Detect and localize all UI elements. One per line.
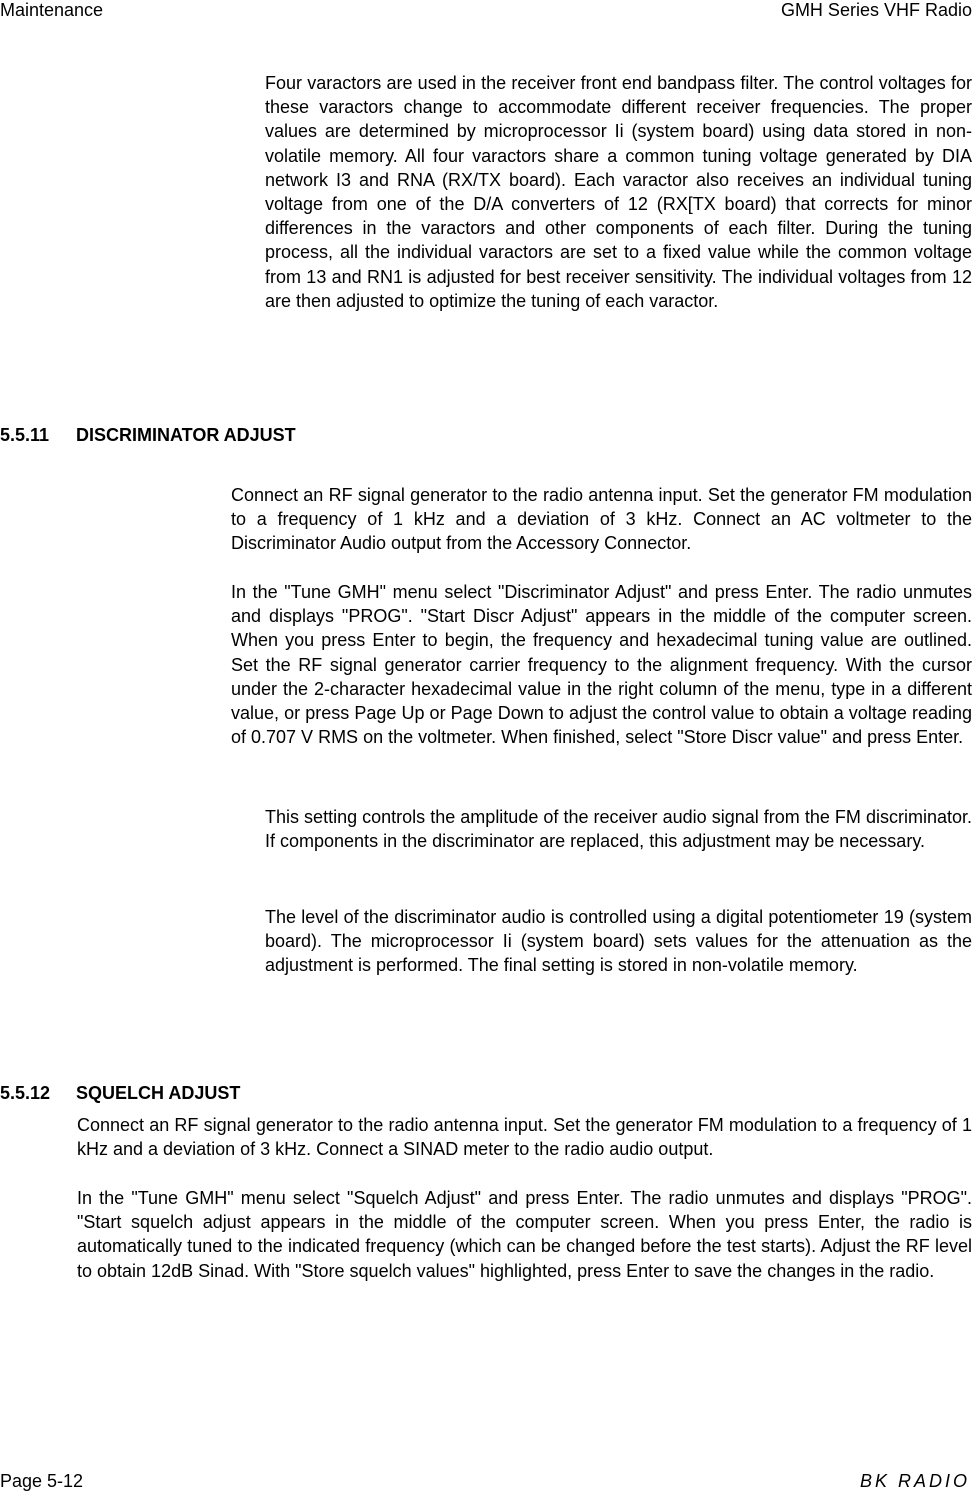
discriminator-procedure-paragraph: In the "Tune GMH" menu select "Discriminator Adjust" and press Enter. The radio unmutes and displays "PROG". "Start Discr Adjust" appears in the middle of the computer screen. When you press Enter to begin, the frequency and hexadecimal tuning value are outlined. Set the RF signal generator carrier frequency to the alignment frequency. With the cursor under the 2-character hexadecimal value in the right column of the menu, type in a different value, or press Page Up or Page Down to adjust the control value to obtain a voltage reading of 0.707 V RMS on the voltmeter. When finished, select "Store Discr value" and press Enter. <box>231 582 972 748</box>
page-number: Page 5-12 <box>0 1471 84 1491</box>
section-5511-title: DISCRIMINATOR ADJUST <box>76 425 296 445</box>
varactor-paragraph: Four varactors are used in the receiver front end bandpass filter. The control voltages for these varactors change to accommodate different receiver frequencies. The proper values are determined by microprocessor Ii (system board) using data stored in non-volatile memory. All four varactors share a common tuning voltage generated by DIA network I3 and RNA (RX/TX board). Each varactor also receives an individual tuning voltage from one of the D/A converters of 12 (RX[TX board) that corrects for minor differences in the varactors and other components of each filter. During the tuning process, all the individual varactors are set to a fixed value while the common voltage from 13 and RN1 is adjusted for best receiver sensitivity. The individual voltages from 12 are then adjusted to optimize the tuning of each varactor. <box>265 73 972 311</box>
section-5511-number: 5.5.11 <box>0 425 50 445</box>
squelch-procedure-paragraph: In the "Tune GMH" menu select "Squelch Adjust" and press Enter. The radio unmutes and displays "PROG". "Start squelch adjust appears in the middle of the computer screen. When you press Enter, the radio is automatically tuned to the indicated frequency (which can be changed before the test starts). Adjust the RF level to obtain 12dB Sinad. With "Store squelch values" highlighted, press Enter to save the changes in the radio. <box>77 1188 972 1281</box>
header-document-title: GMH Series VHF Radio <box>780 0 972 20</box>
section-5512-heading <box>0 1081 240 1105</box>
discriminator-note-amplitude: This setting controls the amplitude of the receiver audio signal from the FM discriminator. If components in the discriminator are replaced, this adjustment may be necessary. <box>265 807 972 852</box>
company-logo-text: BK RADIO <box>859 1471 970 1491</box>
section-5511-heading <box>0 423 296 447</box>
discriminator-setup-paragraph: Connect an RF signal generator to the radio antenna input. Set the generator FM modulation to a frequency of 1 kHz and a deviation of 3 kHz. Connect an AC voltmeter to the Discriminator Audio output from the Accessory Connector. <box>231 485 972 554</box>
squelch-setup-paragraph: Connect an RF signal generator to the radio antenna input. Set the generator FM modulation to a frequency of 1 kHz and a deviation of 3 kHz. Connect a SINAD meter to the radio audio output. <box>77 1115 972 1160</box>
section-5512-number: 5.5.12 <box>0 1083 51 1103</box>
header-section-title: Maintenance <box>0 0 104 20</box>
discriminator-note-potentiometer: The level of the discriminator audio is controlled using a digital potentiometer 19 (system board). The microprocessor Ii (system board) sets values for the attenuation as the adjustment is performed. The final setting is stored in non-volatile memory. <box>265 907 972 976</box>
section-5512-title: SQUELCH ADJUST <box>76 1083 241 1103</box>
